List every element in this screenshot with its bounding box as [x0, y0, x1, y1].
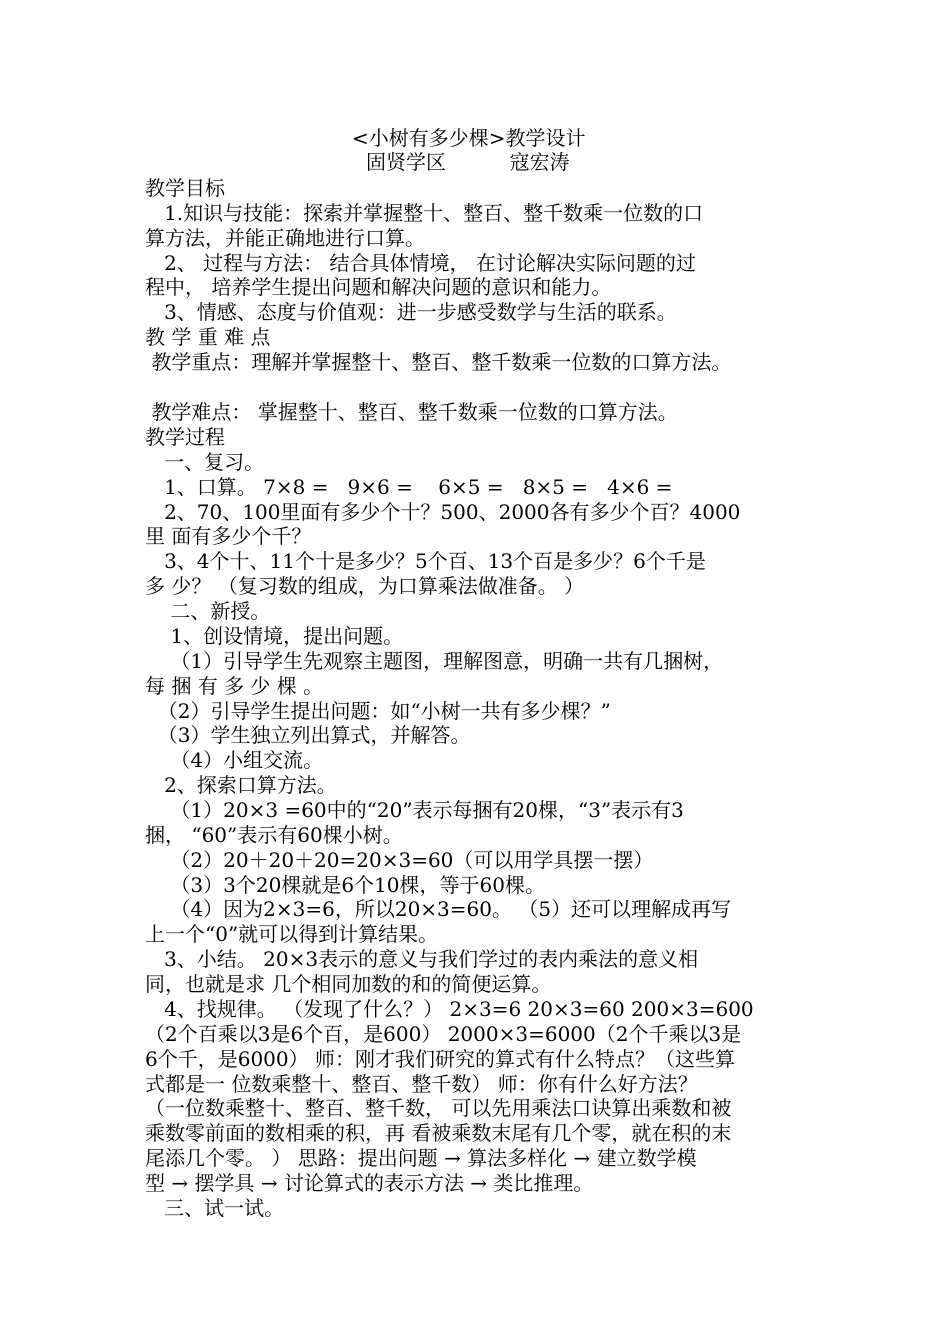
text-line: （1）引导学生先观察主题图，理解图意，明确一共有几捆树， — [145, 649, 724, 673]
text-line: 4、找规律。 （发现了什么？） 2×3=6 20×3=60 200×3=600 — [145, 997, 754, 1021]
text-line: 6个千，是6000） 师：刚才我们研究的算式有什么特点？（这些算 — [145, 1047, 735, 1071]
text-line: 二、新授。 — [145, 599, 271, 623]
text-line: 三、试一试。 — [145, 1196, 285, 1220]
text-line: （2）引导学生提出问题：如“小树一共有多少棵？” — [145, 699, 611, 723]
text-line: 尾添几个零。 ） 思路：提出问题 → 算法多样化 → 建立数学模 — [145, 1146, 697, 1170]
text-line: 算方法，并能正确地进行口算。 — [145, 226, 425, 250]
text-line: （4）小组交流。 — [145, 748, 324, 772]
text-line: 2、70、100里面有多少个十？500、2000各有多少个百？4000 — [145, 500, 741, 524]
text-line: 3、小结。 20×3表示的意义与我们学过的表内乘法的意义相 — [145, 947, 699, 971]
text-line: 多 少？ （复习数的组成，为口算乘法做准备。 ） — [145, 574, 585, 598]
text-line: 型 → 摆学具 → 讨论算式的表示方法 → 类比推理。 — [145, 1171, 594, 1195]
document-title: <小树有多少棵>教学设计 — [352, 126, 586, 150]
text-line: 2、探索口算方法。 — [145, 773, 337, 797]
text-line: 3、情感、态度与价值观：进一步感受数学与生活的联系。 — [145, 300, 677, 324]
text-line: （一位数乘整十、整百、整千数， 可以先用乘法口诀算出乘数和被 — [145, 1096, 732, 1120]
text-line: 里 面有多少个千？ — [145, 524, 312, 548]
text-line: （1）20×3 =60中的“20”表示每捆有20棵，“3”表示有3 — [145, 798, 684, 822]
text-line: 同，也就是求 几个相同加数的和的简便运算。 — [145, 972, 552, 996]
text-line: 1、口算。 7×8 = 9×6 = 6×5 = 8×5 = 4×6 = — [145, 475, 673, 499]
text-line: 上一个“0”就可以得到计算结果。 — [145, 922, 439, 946]
text-line: 程中， 培养学生提出问题和解决问题的意识和能力。 — [145, 275, 612, 299]
section-heading-key-points: 教 学 重 难 点 — [145, 325, 271, 349]
text-line: 式都是一 位数乘整十、整百、整千数） 师：你有什么好方法？ — [145, 1072, 698, 1096]
text-line: 教学重点：理解并掌握整十、整百、整千数乘一位数的口算方法。 — [145, 350, 732, 374]
text-line: 一、复习。 — [145, 450, 265, 474]
text-line: 3、4个十、11个十是多少？5个百、13个百是多少？6个千是 — [145, 549, 706, 573]
text-line: 乘数零前面的数相乘的积，再 看被乘数末尾有几个零，就在积的末 — [145, 1121, 732, 1145]
text-line: 每 捆 有 多 少 棵 。 — [145, 674, 324, 698]
text-line: 教学难点： 掌握整十、整百、整千数乘一位数的口算方法。 — [145, 400, 678, 424]
section-heading-objectives: 教学目标 — [145, 176, 225, 200]
text-line: （2个百乘以3是6个百，是600） 2000×3=6000（2个千乘以3是 — [145, 1022, 742, 1046]
text-line: 捆， “60”表示有60棵小树。 — [145, 823, 403, 847]
text-line: （2）20＋20＋20=20×3=60（可以用学具摆一摆） — [145, 848, 654, 872]
text-line: （3）学生独立列出算式，并解答。 — [145, 723, 471, 747]
author-line: 固贤学区 寇宏涛 — [366, 150, 570, 174]
text-line: 1.知识与技能：探索并掌握整十、整百、整千数乘一位数的口 — [145, 201, 704, 225]
text-line: （3）3个20棵就是6个10棵，等于60棵。 — [145, 873, 545, 897]
text-line: 2、 过程与方法： 结合具体情境， 在讨论解决实际问题的过 — [145, 251, 696, 275]
text-line: （4）因为2×3=6，所以20×3=60。 （5）还可以理解成再写 — [145, 897, 732, 921]
section-heading-process: 教学过程 — [145, 425, 225, 449]
text-line: 1、创设情境，提出问题。 — [145, 624, 404, 648]
